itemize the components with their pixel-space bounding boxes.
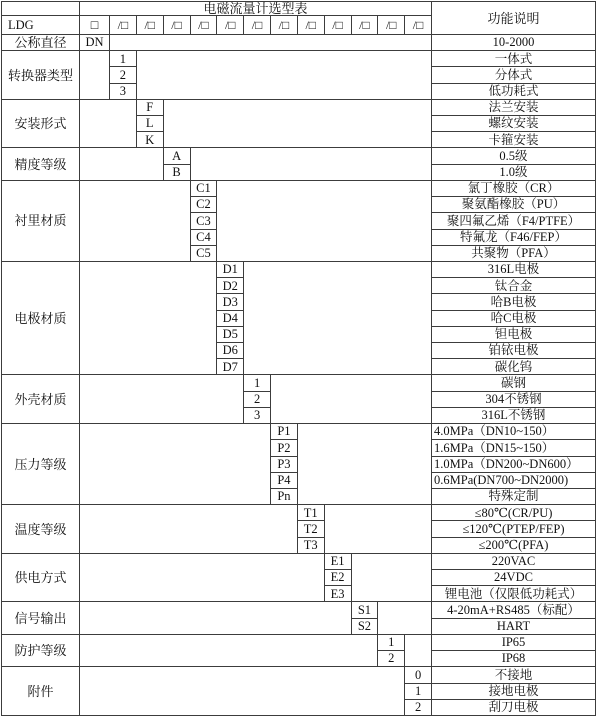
category-label: 公称直径 bbox=[2, 35, 80, 51]
description-cell: 特殊定制 bbox=[432, 489, 596, 505]
category-label: 衬里材质 bbox=[2, 181, 80, 262]
model-segment-box: /□ bbox=[164, 16, 191, 35]
function-description-header: 功能说明 bbox=[432, 2, 596, 35]
description-cell: 接地电极 bbox=[432, 684, 596, 700]
description-cell: 1.0级 bbox=[432, 165, 596, 181]
empty-cell bbox=[80, 148, 164, 180]
empty-cell bbox=[80, 262, 217, 376]
description-cell: 碳化钨 bbox=[432, 359, 596, 375]
model-segment-box: /□ bbox=[137, 16, 164, 35]
description-cell: 铂铱电极 bbox=[432, 343, 596, 359]
code-cell: T3 bbox=[298, 538, 325, 554]
category-label: 防护等级 bbox=[2, 635, 80, 667]
empty-cell bbox=[110, 35, 432, 51]
model-code-box: □ bbox=[80, 16, 110, 35]
code-cell: DN bbox=[80, 35, 110, 51]
category-label: 温度等级 bbox=[2, 505, 80, 554]
category-label: 电极材质 bbox=[2, 262, 80, 376]
empty-cell bbox=[80, 424, 271, 505]
code-cell: C2 bbox=[191, 197, 218, 213]
description-cell: 1.6MPa（DN15~150） bbox=[432, 440, 596, 456]
empty-cell bbox=[271, 375, 432, 424]
category-label: 外壳材质 bbox=[2, 375, 80, 424]
model-segment-box: /□ bbox=[217, 16, 244, 35]
code-cell: D4 bbox=[217, 311, 244, 327]
description-cell: 316L电极 bbox=[432, 262, 596, 278]
code-cell: F bbox=[137, 100, 164, 116]
description-cell: 4.0MPa（DN10~150） bbox=[432, 424, 596, 440]
description-cell: 法兰安装 bbox=[432, 100, 596, 116]
category-label: 精度等级 bbox=[2, 148, 80, 180]
empty-cell bbox=[137, 51, 432, 100]
code-cell: Pn bbox=[271, 489, 298, 505]
code-cell: P3 bbox=[271, 457, 298, 473]
code-cell: 2 bbox=[110, 67, 137, 83]
description-cell: 聚四氟乙烯（F4/PTFE） bbox=[432, 213, 596, 229]
description-cell: 1.0MPa（DN200~DN600） bbox=[432, 457, 596, 473]
flowmeter-selection-table bbox=[1, 1, 596, 716]
description-cell: 0.6MPa(DN700~DN2000) bbox=[432, 473, 596, 489]
description-cell: 钽电极 bbox=[432, 327, 596, 343]
description-cell: ≤80℃(CR/PU) bbox=[432, 505, 596, 521]
model-segment-box: /□ bbox=[191, 16, 218, 35]
code-cell: A bbox=[164, 148, 191, 164]
description-cell: 10-2000 bbox=[432, 35, 596, 51]
code-cell: T2 bbox=[298, 521, 325, 537]
model-segment-box: /□ bbox=[325, 16, 352, 35]
model-segment-box: /□ bbox=[271, 16, 298, 35]
category-label: 安装形式 bbox=[2, 100, 80, 149]
model-segment-box: /□ bbox=[352, 16, 379, 35]
model-segment-box: /□ bbox=[110, 16, 137, 35]
empty-cell bbox=[80, 635, 378, 667]
empty-cell bbox=[80, 100, 137, 149]
code-cell: C1 bbox=[191, 181, 218, 197]
description-cell: 0.5级 bbox=[432, 148, 596, 164]
model-segment-box: /□ bbox=[244, 16, 271, 35]
model-prefix-label: LDG bbox=[2, 16, 80, 35]
code-cell: E2 bbox=[325, 570, 352, 586]
code-cell: D6 bbox=[217, 343, 244, 359]
category-label: 压力等级 bbox=[2, 424, 80, 505]
code-cell: D1 bbox=[217, 262, 244, 278]
category-label: 转换器类型 bbox=[2, 51, 80, 100]
code-cell: L bbox=[137, 116, 164, 132]
code-cell: E1 bbox=[325, 554, 352, 570]
description-cell: ≤120℃(PTEP/FEP) bbox=[432, 521, 596, 537]
code-cell: 2 bbox=[405, 700, 432, 716]
empty-cell bbox=[80, 505, 298, 554]
empty-cell bbox=[80, 602, 352, 634]
code-cell: 1 bbox=[378, 635, 405, 651]
code-cell: 2 bbox=[378, 651, 405, 667]
description-cell: 一体式 bbox=[432, 51, 596, 67]
description-cell: 聚氨酯橡胶（PU） bbox=[432, 197, 596, 213]
description-cell: 24VDC bbox=[432, 570, 596, 586]
model-segment-box: /□ bbox=[378, 16, 405, 35]
description-cell: 哈C电极 bbox=[432, 311, 596, 327]
code-cell: 0 bbox=[405, 667, 432, 683]
empty-cell bbox=[325, 505, 432, 554]
category-label: 信号输出 bbox=[2, 602, 80, 634]
model-segment-box: /□ bbox=[405, 16, 432, 35]
code-cell: 1 bbox=[405, 684, 432, 700]
description-cell: 锂电池（仅限低功耗式） bbox=[432, 586, 596, 602]
description-cell: 钛合金 bbox=[432, 278, 596, 294]
code-cell: S2 bbox=[352, 619, 379, 635]
description-cell: 分体式 bbox=[432, 67, 596, 83]
model-segment-box: /□ bbox=[298, 16, 325, 35]
code-cell: D5 bbox=[217, 327, 244, 343]
code-cell: 3 bbox=[110, 84, 137, 100]
code-cell: S1 bbox=[352, 602, 379, 618]
code-cell: D2 bbox=[217, 278, 244, 294]
description-cell: IP68 bbox=[432, 651, 596, 667]
empty-cell bbox=[378, 602, 432, 634]
code-cell: C3 bbox=[191, 213, 218, 229]
code-cell: D7 bbox=[217, 359, 244, 375]
code-cell: 1 bbox=[110, 51, 137, 67]
code-cell: E3 bbox=[325, 586, 352, 602]
code-cell: 2 bbox=[244, 392, 271, 408]
empty-cell bbox=[80, 51, 110, 100]
description-cell: 316L不锈钢 bbox=[432, 408, 596, 424]
corner-cell bbox=[2, 2, 80, 16]
empty-cell bbox=[164, 100, 432, 149]
description-cell: 共聚物（PFA） bbox=[432, 246, 596, 262]
empty-cell bbox=[80, 554, 325, 603]
description-cell: ≤200℃(PFA) bbox=[432, 538, 596, 554]
code-cell: K bbox=[137, 132, 164, 148]
code-cell: C4 bbox=[191, 230, 218, 246]
code-cell: P1 bbox=[271, 424, 298, 440]
description-cell: 不接地 bbox=[432, 667, 596, 683]
empty-cell bbox=[244, 262, 432, 376]
code-cell: 3 bbox=[244, 408, 271, 424]
empty-cell bbox=[80, 375, 244, 424]
empty-cell bbox=[80, 667, 405, 716]
category-label: 供电方式 bbox=[2, 554, 80, 603]
description-cell: 4-20mA+RS485（标配） bbox=[432, 602, 596, 618]
empty-cell bbox=[352, 554, 433, 603]
code-cell: P2 bbox=[271, 440, 298, 456]
code-cell: 1 bbox=[244, 375, 271, 391]
description-cell: IP65 bbox=[432, 635, 596, 651]
description-cell: 碳钢 bbox=[432, 375, 596, 391]
description-cell: 哈B电极 bbox=[432, 294, 596, 310]
description-cell: 特氟龙（F46/FEP） bbox=[432, 230, 596, 246]
table-title: 电磁流量计选型表 bbox=[80, 2, 432, 16]
description-cell: 304不锈钢 bbox=[432, 392, 596, 408]
description-cell: HART bbox=[432, 619, 596, 635]
code-cell: D3 bbox=[217, 294, 244, 310]
code-cell: T1 bbox=[298, 505, 325, 521]
description-cell: 刮刀电极 bbox=[432, 700, 596, 716]
category-label: 附件 bbox=[2, 667, 80, 716]
code-cell: P4 bbox=[271, 473, 298, 489]
description-cell: 220VAC bbox=[432, 554, 596, 570]
empty-cell bbox=[217, 181, 432, 262]
code-cell: B bbox=[164, 165, 191, 181]
description-cell: 低功耗式 bbox=[432, 84, 596, 100]
empty-cell bbox=[405, 635, 432, 667]
description-cell: 卡箍安装 bbox=[432, 132, 596, 148]
empty-cell bbox=[298, 424, 432, 505]
empty-cell bbox=[80, 181, 191, 262]
empty-cell bbox=[191, 148, 433, 180]
description-cell: 螺纹安装 bbox=[432, 116, 596, 132]
code-cell: C5 bbox=[191, 246, 218, 262]
description-cell: 氯丁橡胶（CR） bbox=[432, 181, 596, 197]
